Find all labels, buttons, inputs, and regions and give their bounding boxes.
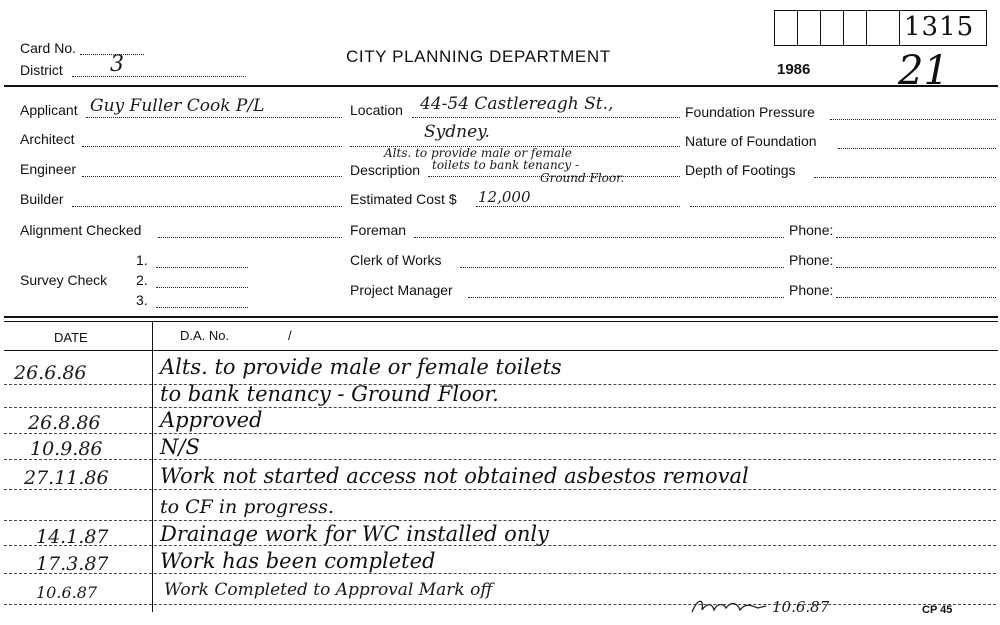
- number-box: [820, 10, 844, 46]
- location-line: [412, 117, 680, 118]
- row-line: [4, 384, 996, 385]
- number-box: [866, 10, 900, 46]
- row-line: [4, 489, 996, 490]
- location-value-2: Sydney.: [424, 122, 490, 142]
- log-top-rule: [4, 316, 998, 318]
- phone-line-2: [836, 267, 996, 268]
- nature-line: [838, 148, 996, 149]
- cost-label: Estimated Cost $: [350, 191, 457, 207]
- log-date: 26.8.86: [28, 412, 101, 434]
- log-text: Approved: [160, 408, 263, 432]
- survey-num-3: 3.: [136, 292, 148, 308]
- blank-line: [690, 206, 996, 207]
- log-text: Work Completed to Approval Mark off: [164, 580, 493, 600]
- log-text: Work not started access not obtained asbestos removal: [160, 464, 749, 488]
- phone-label-3: Phone:: [789, 282, 834, 298]
- survey-line-1: [156, 267, 248, 268]
- card-number: 1315: [904, 12, 975, 42]
- district-line: [72, 76, 246, 77]
- log-header-rule: [4, 350, 998, 351]
- engineer-label: Engineer: [20, 161, 77, 177]
- log-text: to CF in progress.: [160, 496, 334, 518]
- log-text: Work has been completed: [160, 549, 436, 573]
- phone-label-2: Phone:: [789, 252, 834, 268]
- row-line: [4, 459, 996, 460]
- survey-line-2: [156, 287, 248, 288]
- phone-line-1: [836, 237, 996, 238]
- row-line: [4, 573, 996, 574]
- number-box: [797, 10, 821, 46]
- survey-line-3: [156, 307, 248, 308]
- signature: [688, 596, 770, 618]
- log-date: 17.3.87: [36, 553, 109, 575]
- row-line: [4, 433, 996, 434]
- log-date: 27.11.86: [24, 467, 109, 489]
- signature-date: 10.6.87: [772, 598, 830, 616]
- card-no-label: Card No.: [20, 40, 77, 56]
- description-value-3: Ground Floor.: [540, 171, 625, 185]
- nature-label: Nature of Foundation: [685, 133, 817, 149]
- number-box: [843, 10, 867, 46]
- applicant-line: [86, 117, 342, 118]
- year: 1986: [777, 61, 811, 78]
- log-text: N/S: [160, 435, 200, 459]
- description-label: Description: [350, 162, 421, 178]
- da-value: /: [288, 328, 292, 343]
- engineer-line: [82, 176, 342, 177]
- row-line: [4, 604, 996, 605]
- architect-label: Architect: [20, 131, 75, 147]
- row-line: [4, 407, 996, 408]
- form-code: CP 45: [922, 604, 953, 616]
- description-value-1: Alts. to provide male or female: [384, 146, 572, 160]
- number-box: [774, 10, 798, 46]
- cost-value: 12,000: [478, 188, 531, 206]
- log-date: 10.6.87: [36, 583, 98, 602]
- clerk-line: [460, 267, 784, 268]
- header-rule: [4, 85, 998, 87]
- log-date: 26.6.86: [14, 362, 87, 384]
- foreman-line: [414, 237, 784, 238]
- location-value-1: 44-54 Castlereagh St.,: [420, 94, 614, 114]
- da-header: D.A. No.: [180, 328, 230, 343]
- depth-line: [814, 177, 996, 178]
- log-text: Drainage work for WC installed only: [160, 522, 549, 546]
- department-title: CITY PLANNING DEPARTMENT: [346, 47, 611, 66]
- builder-line: [72, 206, 342, 207]
- applicant-value: Guy Fuller Cook P/L: [90, 96, 265, 116]
- handwritten-number: 21: [898, 48, 949, 94]
- foundation-pressure-label: Foundation Pressure: [685, 104, 815, 120]
- log-date: 10.9.86: [30, 438, 103, 460]
- district-value: 3: [110, 52, 124, 77]
- clerk-label: Clerk of Works: [350, 252, 442, 268]
- depth-label: Depth of Footings: [685, 162, 796, 178]
- log-text: to bank tenancy - Ground Floor.: [160, 382, 499, 406]
- survey-label: Survey Check: [20, 272, 108, 288]
- log-date: 14.1.87: [36, 526, 109, 548]
- architect-line: [82, 146, 342, 147]
- log-text: Alts. to provide male or female toilets: [160, 355, 562, 379]
- log-top-rule-2: [4, 321, 998, 322]
- cost-line: [476, 206, 680, 207]
- survey-num-1: 1.: [136, 252, 148, 268]
- pm-line: [468, 297, 784, 298]
- description-value-2: toilets to bank tenancy -: [432, 158, 580, 172]
- alignment-line: [158, 237, 342, 238]
- foundation-pressure-line: [830, 119, 996, 120]
- applicant-label: Applicant: [20, 102, 78, 118]
- row-line: [4, 520, 996, 521]
- survey-num-2: 2.: [136, 272, 148, 288]
- district-label: District: [20, 62, 63, 78]
- date-header: DATE: [54, 330, 88, 345]
- pm-label: Project Manager: [350, 282, 453, 298]
- phone-line-3: [836, 297, 996, 298]
- alignment-label: Alignment Checked: [20, 222, 142, 238]
- builder-label: Builder: [20, 191, 64, 207]
- foreman-label: Foreman: [350, 222, 407, 238]
- location-label: Location: [350, 102, 403, 118]
- date-column-divider: [152, 322, 153, 612]
- phone-label-1: Phone:: [789, 222, 834, 238]
